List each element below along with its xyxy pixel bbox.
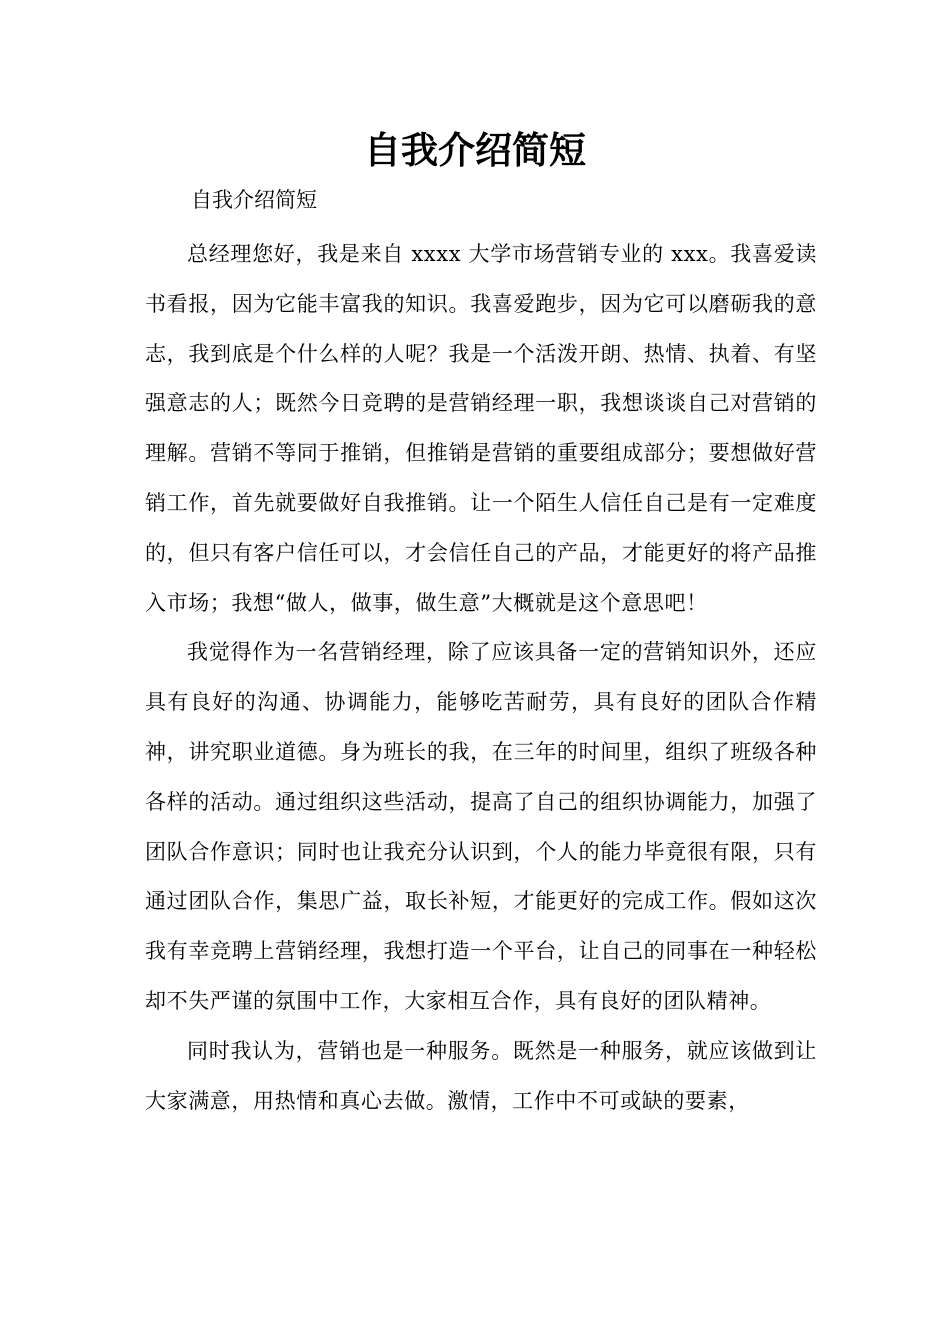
paragraph-qualities: 我觉得作为一名营销经理，除了应该具备一定的营销知识外，还应具有良好的沟通、协调能力，能够吃苦耐劳，具有良好的团队合作精神，讲究职业道德。身为班长的我，在三年的时间里，组织了班级各种各样的活动。通过组织这些活动，提高了自己的组织协调能力，加强了团队合作意识；同时也让我充分认识到，个人的能力毕竟很有限，只有通过团队合作，集思广益，取长补短，才能更好的完成工作。假如这次我有幸竞聘上营销经理，我想打造一个平台，让自己的同事在一种轻松却不失严谨的氛围中工作，大家相互合作，具有良好的团队精神。 (145, 640, 817, 1013)
document-title: 自我介绍简短 (364, 129, 586, 172)
paragraph-service: 同时我认为，营销也是一种服务。既然是一种服务，就应该做到让大家满意，用热情和真心去做。激情，工作中不可或缺的要素， (145, 1038, 817, 1113)
document-body (145, 230, 817, 1126)
paragraph-intro: 总经理您好，我是来自 xxxx 大学市场营销专业的 xxx。我喜爱读书看报，因为它能丰富我的知识。我喜爱跑步，因为它可以磨砺我的意志，我到底是个什么样的人呢？我是一个活泼开朗、热情、执着、有坚强意志的人；既然今日竞聘的是营销经理一职，我想谈谈自己对营销的理解。营销不等同于推销，但推销是营销的重要组成部分；要想做好营销工作，首先就要做好自我推销。让一个陌生人信任自己是有一定难度的，但只有客户信任可以，才会信任自己的产品，才能更好的将产品推入市场；我想“做人，做事，做生意”大概就是这个意思吧！ (145, 242, 817, 615)
document-subtitle: 自我介绍简短 (191, 188, 317, 212)
